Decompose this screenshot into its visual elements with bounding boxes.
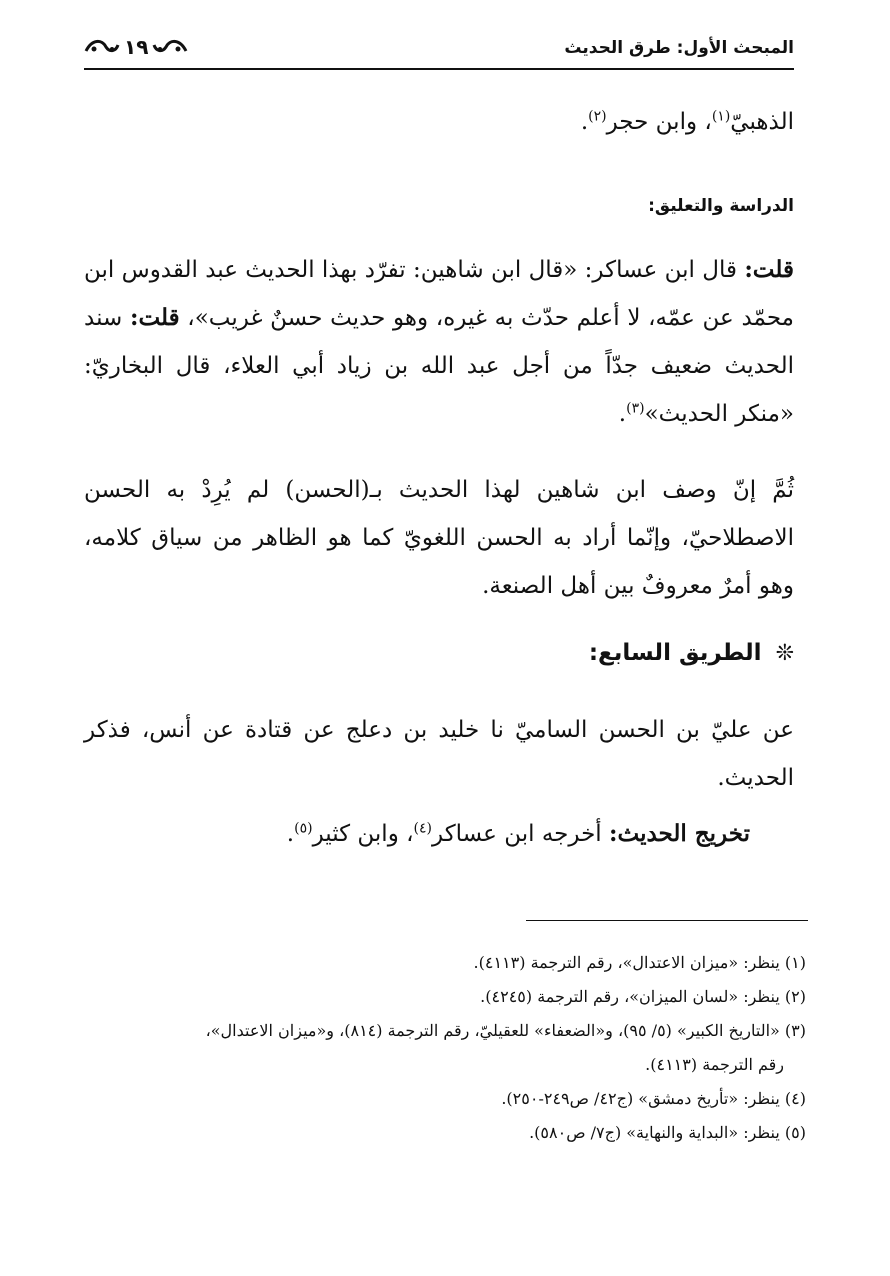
paragraph-continuation: الذهبيّ$^{(١)}$، وابن حجر$^{(٢)}$.	[580, 108, 794, 135]
section-heading-seventh-route: ❊ الطريق السابع:	[588, 640, 794, 666]
footnote-ref[interactable]: (٤)	[413, 820, 433, 837]
footnote-ref[interactable]: (٥)	[294, 820, 313, 837]
page-number-ornament	[84, 32, 188, 62]
section-heading-study: الدراسة والتعليق:	[648, 196, 794, 216]
page-header	[84, 30, 794, 70]
footnote-3: (٣) «التاريخ الكبير» (٥/ ٩٥)، و«الضعفاء» للعقيليّ، رقم الترجمة (٨١٤)، و«ميزان الاعتدال»،	[205, 1021, 806, 1040]
paragraph-hasan-note: ثُمَّ إنّ وصف ابن شاهين لهذا الحديث بـ(الحسن) لم يُرِدْ به الحسن الاصطلاحيّ، وإنّما أراد به الحسن اللغويّ كما هو الظاهر من سياق كلامه، وهو أمرٌ معروفٌ بين أهل الصنعة.	[84, 477, 794, 599]
lead-word: تخريج الحديث:	[609, 820, 750, 847]
footnote-3-continuation: رقم الترجمة (٤١١٣).	[645, 1055, 784, 1074]
lead-word: قلت:	[129, 304, 180, 331]
footnote-2: (٢) ينظر: «لسان الميزان»، رقم الترجمة (٤٢٤٥).	[480, 987, 806, 1006]
ornament-right-icon	[152, 37, 188, 57]
footnote-ref[interactable]: (١)	[711, 108, 731, 125]
lead-word: قلت:	[744, 256, 794, 283]
paragraph-takhrij: تخريج الحديث: أخرجه ابن عساكر$^{(٤)}$، وابن كثير$^{(٥)}$.	[286, 820, 750, 847]
footnotes	[80, 946, 806, 1150]
page-number: ١٩	[124, 35, 149, 59]
footnote-4: (٤) ينظر: «تأريخ دمشق» (ج٤٢/ ص٢٤٩-٢٥٠).	[501, 1089, 806, 1108]
paragraph-seventh-route: عن عليّ بن الحسن الساميّ نا خليد بن دعلج عن قتادة عن أنس، فذكر الحديث.	[84, 717, 794, 791]
footnote-1: (١) ينظر: «ميزان الاعتدال»، رقم الترجمة (٤١١٣).	[473, 953, 806, 972]
footnote-ref[interactable]: (٣)	[626, 400, 645, 417]
star-ornament-icon: ❊	[775, 640, 794, 666]
running-title: المبحث الأول: طرق الحديث	[564, 38, 794, 58]
paragraph-study: قلت: قال ابن عساكر: «قال ابن شاهين: تفرّد بهذا الحديث عبد القدوس ابن محمّد عن عمّه، لا أعلم حدّث به غيره، وهو حديث حسنٌ غريب»، قلت: سند الحديث ضعيف جدّاً من أجل عبد الله بن زياد أبي العلاء، قال البخاريّ: «منكر الحديث»$^{(٣)}$.	[84, 256, 794, 427]
footnote-ref[interactable]: (٢)	[588, 108, 607, 125]
footnote-separator	[526, 920, 808, 921]
footnote-5: (٥) ينظر: «البداية والنهاية» (ج٧/ ص٥٨٠).	[529, 1123, 806, 1142]
ornament-left-icon	[84, 37, 120, 57]
